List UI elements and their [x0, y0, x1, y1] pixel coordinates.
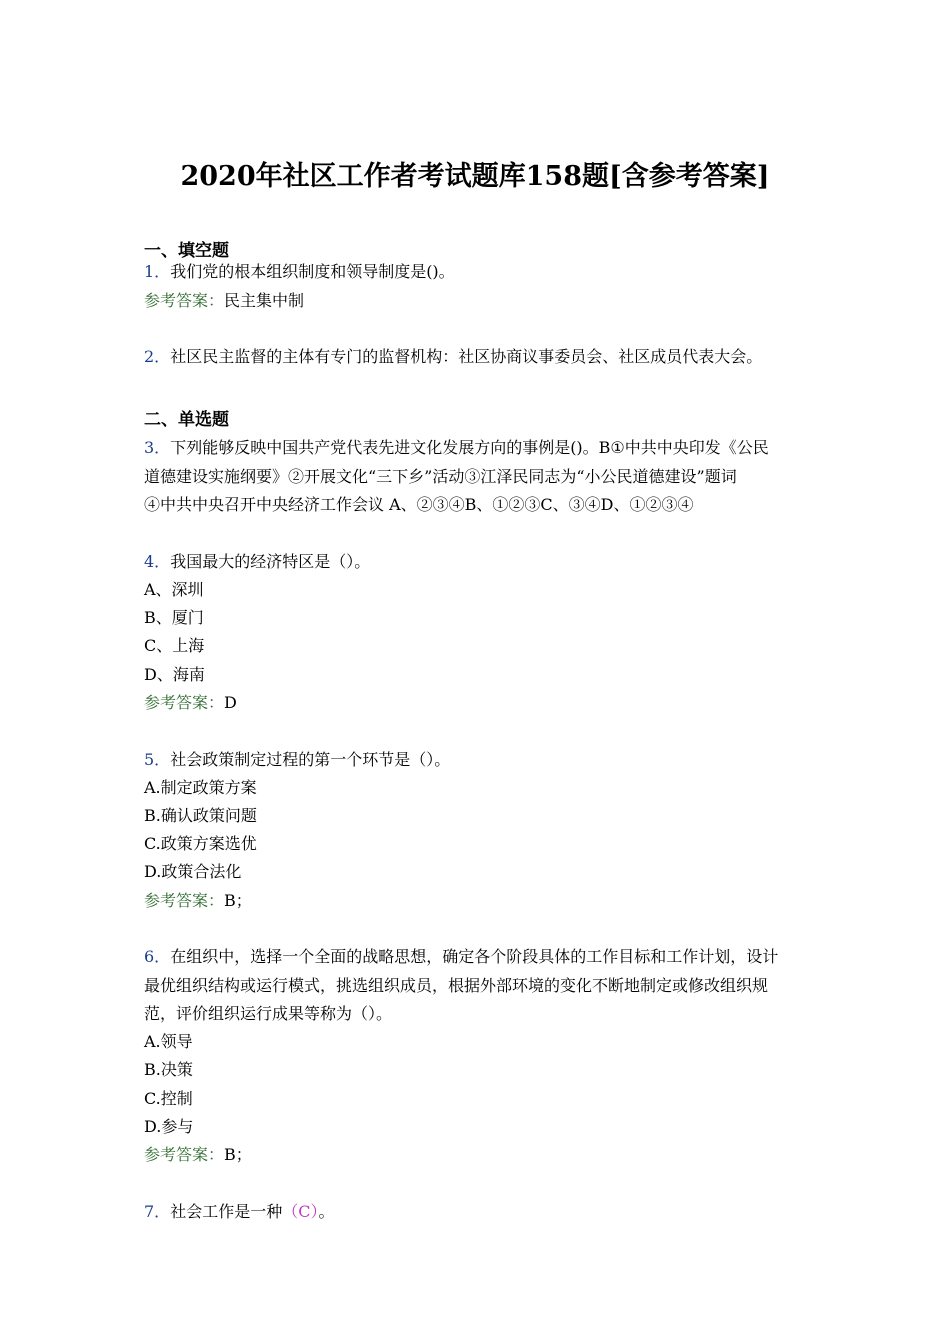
question-text: 下列能够反映中国共产党代表先进文化发展方向的事例是()。B①中共中央印发《公民 — [170, 438, 769, 457]
question-number: 7． — [144, 1202, 171, 1221]
question-number: 4． — [144, 552, 171, 571]
question-text: 我国最大的经济特区是（）。 — [170, 552, 371, 571]
option-a: A、深圳 — [144, 580, 204, 599]
inline-answer: （C） — [282, 1202, 319, 1221]
question-6 — [144, 947, 778, 967]
option-a: A.制定政策方案 — [144, 778, 257, 797]
answer-5 — [144, 891, 252, 911]
option-d: D.参与 — [144, 1117, 194, 1136]
question-7 — [144, 1202, 334, 1222]
question-text: 社会工作是一种 — [170, 1202, 283, 1221]
answer-label: 参考答案： — [144, 891, 225, 910]
option-b: B.确认政策问题 — [144, 806, 257, 825]
section-title-single-choice: 二、单选题 — [144, 410, 229, 430]
option-a: A.领导 — [144, 1032, 193, 1051]
answer-label: 参考答案： — [144, 291, 225, 310]
question-2 — [144, 347, 762, 367]
option-c: C、上海 — [144, 636, 205, 655]
question-number: 1． — [144, 262, 171, 281]
question-text: 社会政策制定过程的第一个环节是（）。 — [170, 750, 451, 769]
answer-4 — [144, 693, 237, 713]
question-text: 我们党的根本组织制度和领导制度是()。 — [170, 262, 455, 281]
answer-1 — [144, 291, 304, 311]
question-number: 6． — [144, 947, 171, 966]
answer-label: 参考答案： — [144, 1145, 225, 1164]
question-text: 社区民主监督的主体有专门的监督机构：社区协商议事委员会、社区成员代表大会。 — [170, 347, 763, 366]
question-3 — [144, 438, 769, 458]
option-b: B、厦门 — [144, 608, 204, 627]
question-number: 2． — [144, 347, 171, 366]
answer-text: B； — [224, 891, 252, 910]
answer-label: 参考答案： — [144, 693, 225, 712]
question-4 — [144, 552, 370, 572]
document-title: 2020年社区工作者考试题库158题[含参考答案] — [180, 161, 770, 192]
option-d: D.政策合法化 — [144, 862, 242, 881]
question-1 — [144, 262, 455, 282]
question-6-line-2: 最优组织结构或运行模式，挑选组织成员，根据外部环境的变化不断地制定或修改组织规 — [144, 976, 769, 995]
answer-text: B； — [224, 1145, 252, 1164]
answer-6 — [144, 1145, 252, 1165]
question-3-line-2: 道德建设实施纲要》②开展文化“三下乡”活动③江泽民同志为“小公民道德建设”题词 — [144, 467, 737, 486]
option-c: C.控制 — [144, 1089, 193, 1108]
question-number: 5． — [144, 750, 171, 769]
question-3-line-3: ④中共中央召开中央经济工作会议 A、②③④B、①②③C、③④D、①②③④ — [144, 495, 694, 514]
section-title-fill-blank: 一、填空题 — [144, 241, 229, 261]
question-number: 3． — [144, 438, 171, 457]
question-5 — [144, 750, 450, 770]
question-text-end: 。 — [318, 1202, 335, 1221]
question-text: 在组织中，选择一个全面的战略思想，确定各个阶段具体的工作目标和工作计划，设计 — [170, 947, 779, 966]
option-b: B.决策 — [144, 1060, 193, 1079]
option-c: C.政策方案选优 — [144, 834, 257, 853]
question-6-line-3: 范，评价组织运行成果等称为（）。 — [144, 1004, 393, 1023]
answer-text: 民主集中制 — [224, 291, 305, 310]
answer-text: D — [224, 693, 237, 712]
option-d: D、海南 — [144, 665, 205, 684]
